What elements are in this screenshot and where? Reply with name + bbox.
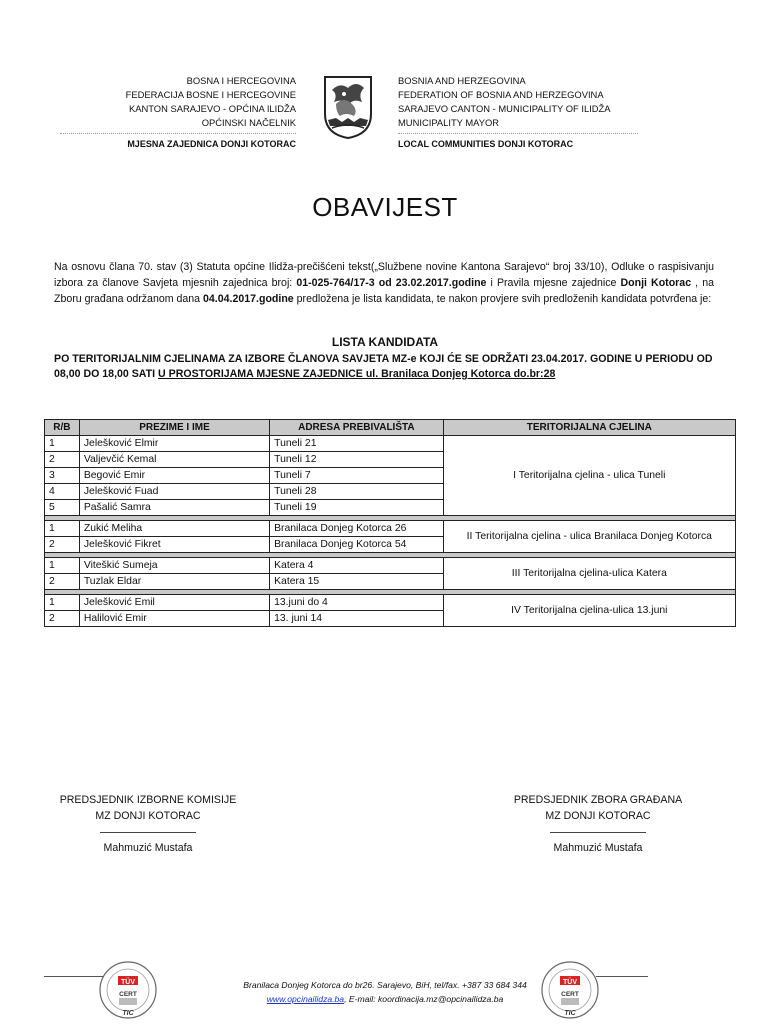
signature-line	[100, 832, 196, 833]
footer-email: , E-mail: koordinacija.mz@opcinailidza.ba	[344, 994, 504, 1004]
intro-community-name: Donji Kotorac	[620, 277, 692, 289]
cert-brand-text: TÜV	[121, 979, 135, 986]
footer-contact	[200, 978, 570, 1006]
cell-address: Katera 4	[270, 558, 443, 574]
intro-paragraph	[54, 259, 714, 307]
header-left-sub: MJESNA ZAJEDNICA DONJI KOTORAC	[127, 139, 296, 149]
cell-rb: 1	[45, 521, 80, 537]
table-row	[45, 436, 736, 452]
cert-org-text: TIC	[122, 1010, 134, 1017]
cell-name: Jelešković Fuad	[79, 484, 269, 500]
signature-title: PREDSJEDNIK ZBORA GRAĐANA	[513, 794, 683, 806]
header-right-line: FEDERATION OF BOSNIA AND HERZEGOVINA	[398, 89, 604, 100]
table-row	[45, 558, 736, 574]
cell-address: 13.juni do 4	[270, 595, 443, 611]
footer-rule-right	[596, 976, 648, 977]
cell-name: Pašalić Samra	[79, 500, 269, 516]
municipality-crest-icon	[322, 74, 374, 140]
cell-territory: II Teritorijalna cjelina - ulica Branilaca Donjeg Kotorca	[443, 521, 735, 553]
cell-rb: 3	[45, 468, 80, 484]
cell-rb: 2	[45, 452, 80, 468]
cell-territory: IV Teritorijalna cjelina-ulica 13.juni	[443, 595, 735, 627]
cell-name: Begović Emir	[79, 468, 269, 484]
column-header-rb: R/B	[45, 420, 80, 436]
cell-rb: 2	[45, 537, 80, 553]
cert-label-text: CERT	[561, 991, 579, 998]
header-left-divider	[60, 133, 296, 134]
intro-decision-number: 01-025-764/17-3 od 23.02.2017.godine	[296, 277, 487, 289]
header-right-sub: LOCAL COMMUNITIES DONJI KOTORAC	[398, 139, 574, 149]
list-subtitle-text: PO TERITORIJALNIM CJELINAMA ZA IZBORE ČLANOVA SAVJETA MZ-e KOJI ĆE SE ODRŽATI 23.04.2017. GODINE U PERIODU OD 08,00 DO 18,00 SATI	[54, 353, 713, 380]
header-right	[398, 74, 638, 151]
cell-address: Tuneli 12	[270, 452, 443, 468]
column-header-name: PREZIME I IME	[79, 420, 269, 436]
cell-address: Branilaca Donjeg Kotorca 54	[270, 537, 443, 553]
signature-line	[550, 832, 646, 833]
signature-title: PREDSJEDNIK IZBORNE KOMISIJE	[59, 794, 237, 806]
candidates-table	[44, 419, 736, 627]
column-header-territory: TERITORIJALNA CJELINA	[443, 420, 735, 436]
column-header-address: ADRESA PREBIVALIŠTA	[270, 420, 443, 436]
list-subtitle-location: U PROSTORIJAMA MJESNE ZAJEDNICE ul. Branilaca Donjeg Kotorca do.br:28	[158, 368, 556, 380]
intro-text: i Pravila mjesne zajednice	[486, 277, 621, 289]
cell-rb: 1	[45, 436, 80, 452]
tuv-cert-logo-icon	[98, 960, 158, 1020]
tuv-cert-logo-icon	[540, 960, 600, 1020]
cell-address: Tuneli 19	[270, 500, 443, 516]
cell-rb: 2	[45, 611, 80, 627]
header-left-line: BOSNA I HERCEGOVINA	[186, 75, 296, 86]
cell-name: Jelešković Emil	[79, 595, 269, 611]
header-right-line: BOSNIA AND HERZEGOVINA	[398, 75, 526, 86]
cell-address: Tuneli 21	[270, 436, 443, 452]
candidates-table-wrapper	[44, 419, 736, 627]
cell-name: Jelešković Elmir	[79, 436, 269, 452]
cell-rb: 4	[45, 484, 80, 500]
table-row	[45, 595, 736, 611]
cell-rb: 5	[45, 500, 80, 516]
document-title: OBAVIJEST	[312, 192, 458, 222]
signature-block-left	[40, 792, 256, 856]
footer-line2	[200, 992, 570, 1006]
cell-name: Tuzlak Eldar	[79, 574, 269, 590]
signature-org: MZ DONJI KOTORAC	[95, 810, 201, 822]
header-right-line: SARAJEVO CANTON - MUNICIPALITY OF ILIDŽA	[398, 103, 611, 114]
cell-address: 13. juni 14	[270, 611, 443, 627]
cell-name: Jelešković Fikret	[79, 537, 269, 553]
intro-text: Na osnovu člana 70. stav (3) Statuta općine Ilidža-prečišćeni tekst(„Službene novine Kantona Sarajevo“ broj 33/10), Odluke o raspisivanju izbora za članove Savjeta mjesnih zajednica broj:	[54, 261, 714, 289]
signature-org: MZ DONJI KOTORAC	[545, 810, 651, 822]
table-row	[45, 521, 736, 537]
cell-name: Halilović Emir	[79, 611, 269, 627]
cell-name: Zukić Meliha	[79, 521, 269, 537]
cert-label-text: CERT	[119, 991, 137, 998]
cell-name: Valjevčić Kemal	[79, 452, 269, 468]
table-header-row	[45, 420, 736, 436]
list-title: LISTA KANDIDATA	[331, 335, 439, 349]
signature-block-right	[492, 792, 704, 856]
cell-rb: 1	[45, 595, 80, 611]
cell-address: Tuneli 28	[270, 484, 443, 500]
intro-date: 04.04.2017.godine	[203, 293, 294, 305]
intro-text: , na Zboru građana održanom dana	[54, 277, 714, 305]
cell-rb: 2	[45, 574, 80, 590]
cell-address: Tuneli 7	[270, 468, 443, 484]
cell-address: Branilaca Donjeg Kotorca 26	[270, 521, 443, 537]
signature-name: Mahmuzić Mustafa	[553, 842, 643, 854]
header-left-line: KANTON SARAJEVO - OPĆINA ILIDŽA	[128, 103, 296, 114]
intro-text: predložena je lista kandidata, te nakon provjere svih predloženih kandidata potvrđena je:	[293, 293, 712, 305]
cell-territory: III Teritorijalna cjelina-ulica Katera	[443, 558, 735, 590]
footer-website-link[interactable]: www.opcinailidza.ba	[266, 994, 345, 1004]
header-right-line: MUNICIPALITY MAYOR	[398, 117, 500, 128]
cell-address: Katera 15	[270, 574, 443, 590]
signature-name: Mahmuzić Mustafa	[103, 842, 193, 854]
cert-org-text: TIC	[564, 1010, 576, 1017]
footer-address: Branilaca Donjeg Kotorca do br26. Sarajevo, BiH, tel/fax. +387 33 684 344	[243, 980, 527, 990]
footer-rule-left	[44, 976, 104, 977]
header-left-line: FEDERACIJA BOSNE I HERCEGOVINE	[125, 89, 296, 100]
cert-brand-text: TÜV	[563, 979, 577, 986]
header-right-divider	[398, 133, 638, 134]
header-left	[60, 74, 296, 151]
list-subtitle	[54, 352, 720, 382]
header-left-line: OPĆINSKI NAČELNIK	[201, 117, 296, 128]
cell-name: Viteškić Sumeja	[79, 558, 269, 574]
cell-rb: 1	[45, 558, 80, 574]
cell-territory: I Teritorijalna cjelina - ulica Tuneli	[443, 436, 735, 516]
